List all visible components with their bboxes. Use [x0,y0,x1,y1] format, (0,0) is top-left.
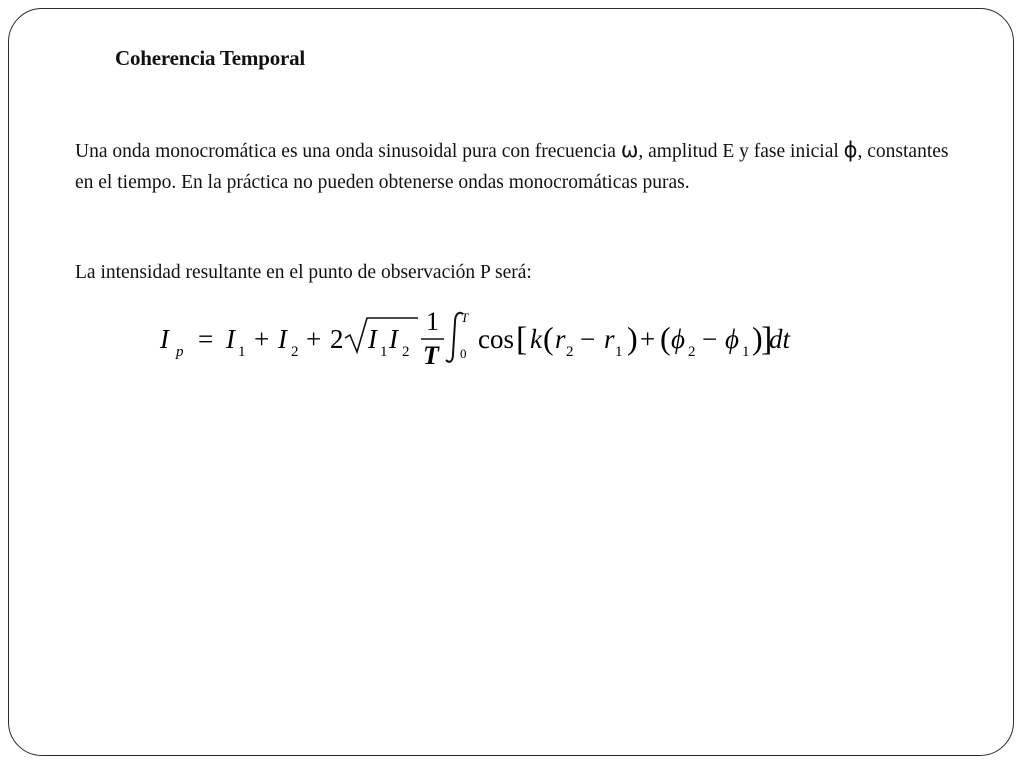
paragraph-monochromatic-wave [75,135,955,198]
intensity-equation [160,306,800,386]
eq-lparen-1: ( [543,320,554,356]
eq-int-lower: 0 [460,346,467,361]
eq-sqrt-i2: I [389,324,398,354]
eq-phi1: ϕ [725,324,739,354]
paragraph1-part1: Una onda monocromática es una onda sinusoidal pura con frecuencia [75,141,621,162]
eq-rparen-2: ) [752,320,763,356]
eq-plus-3: + [640,324,656,354]
eq-rparen-1: ) [627,320,638,356]
paragraph1-part2: , amplitud E y fase inicial [638,141,844,162]
equation-svg [160,306,800,386]
eq-minus-2: − [702,324,718,354]
phi-symbol: ϕ [843,138,858,162]
slide-title: Coherencia Temporal [115,46,306,70]
eq-r2: r [555,324,566,354]
eq-plus-1: + [254,324,270,354]
eq-frac-den: T [423,341,439,370]
eq-r1: r [604,324,615,354]
eq-i2-sub: 2 [291,344,299,360]
eq-int-upper: T [461,310,469,325]
eq-phi2: ϕ [671,324,685,354]
eq-phi1-sub: 1 [742,344,750,360]
eq-equals: = [198,324,214,354]
eq-lbracket: [ [516,321,528,358]
eq-minus-1: − [580,324,596,354]
eq-lhs-var: I [160,324,169,354]
paragraph-intensity: La intensidad resultante en el punto de observación P será: [75,262,532,283]
eq-r2-sub: 2 [566,344,574,360]
eq-rbracket: ] [761,321,773,358]
eq-frac-num: 1 [426,307,439,336]
eq-lparen-2: ( [660,320,671,356]
eq-coefficient: 2 [330,324,344,354]
eq-cos: cos [478,324,514,354]
eq-r1-sub: 1 [615,344,623,360]
eq-k: k [530,324,542,354]
paragraph1-part3: , constantes en el tiempo. En la práctica no pueden obtenerse ondas monocromáticas puras. [75,141,949,193]
eq-i2: I [278,324,287,354]
eq-sqrt-i1: I [368,324,377,354]
eq-lhs-sub: p [176,344,184,360]
eq-i1-sub: 1 [238,344,246,360]
eq-i1: I [226,324,235,354]
eq-sqrt-i1-sub: 1 [380,344,388,360]
eq-plus-2: + [306,324,322,354]
eq-phi2-sub: 2 [688,344,696,360]
eq-dt: dt [769,324,791,354]
omega-symbol: ω [620,138,639,162]
eq-sqrt-i2-sub: 2 [402,344,410,360]
